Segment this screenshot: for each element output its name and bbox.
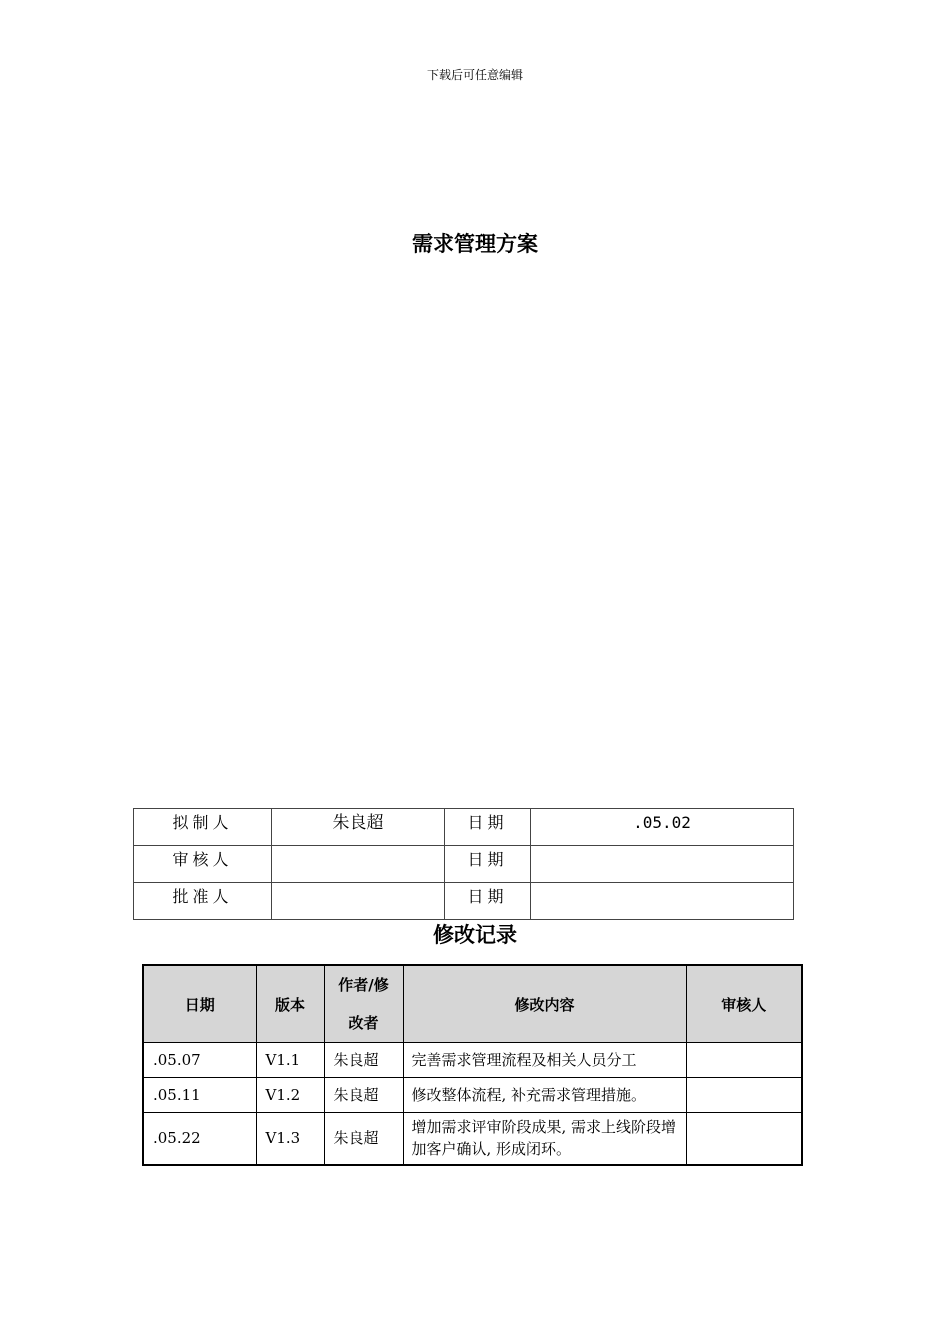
header-reviewer: 审核人: [686, 965, 802, 1043]
signoff-row-reviewer: [134, 846, 794, 883]
revision-date: .05.11: [143, 1078, 256, 1113]
revision-date: .05.22: [143, 1113, 256, 1165]
header-date: 日期: [143, 965, 256, 1043]
revision-table: [142, 964, 803, 1166]
signoff-row-drafter: [134, 809, 794, 846]
revision-reviewer: [686, 1078, 802, 1113]
revision-author: 朱良超: [324, 1043, 403, 1078]
signoff-date: [531, 846, 794, 883]
signoff-name: [272, 846, 445, 883]
header-note: 下载后可任意编辑: [426, 68, 523, 82]
document-title: 需求管理方案: [412, 232, 538, 256]
header-author: [324, 965, 403, 1043]
signoff-role: 拟制人: [134, 809, 272, 846]
revision-version: V1.3: [256, 1113, 324, 1165]
revision-version: V1.1: [256, 1043, 324, 1078]
revision-author: 朱良超: [324, 1078, 403, 1113]
signoff-name: 朱良超: [272, 809, 445, 846]
header-version: 版本: [256, 965, 324, 1043]
signoff-date: [531, 883, 794, 920]
table-row: [143, 1078, 802, 1113]
header-author-line1: 作者/修: [338, 976, 389, 994]
revision-reviewer: [686, 1113, 802, 1165]
signoff-role: 批准人: [134, 883, 272, 920]
signoff-role: 审核人: [134, 846, 272, 883]
revision-reviewer: [686, 1043, 802, 1078]
signoff-date-label: 日期: [445, 809, 531, 846]
revision-author: 朱良超: [324, 1113, 403, 1165]
signoff-table: [133, 808, 794, 920]
revision-date: .05.07: [143, 1043, 256, 1078]
header-content: 修改内容: [403, 965, 686, 1043]
revision-content: 修改整体流程, 补充需求管理措施。: [403, 1078, 686, 1113]
header-author-line2: 改者: [348, 1014, 379, 1032]
signoff-row-approver: [134, 883, 794, 920]
signoff-date: .05.02: [531, 809, 794, 846]
signoff-date-label: 日期: [445, 846, 531, 883]
revision-title: 修改记录: [433, 923, 517, 947]
revision-content: 完善需求管理流程及相关人员分工: [403, 1043, 686, 1078]
revision-version: V1.2: [256, 1078, 324, 1113]
signoff-date-label: 日期: [445, 883, 531, 920]
signoff-name: [272, 883, 445, 920]
table-row: [143, 1113, 802, 1165]
revision-content: 增加需求评审阶段成果, 需求上线阶段增加客户确认, 形成闭环。: [403, 1113, 686, 1165]
table-row: [143, 1043, 802, 1078]
revision-header-row: [143, 965, 802, 1043]
